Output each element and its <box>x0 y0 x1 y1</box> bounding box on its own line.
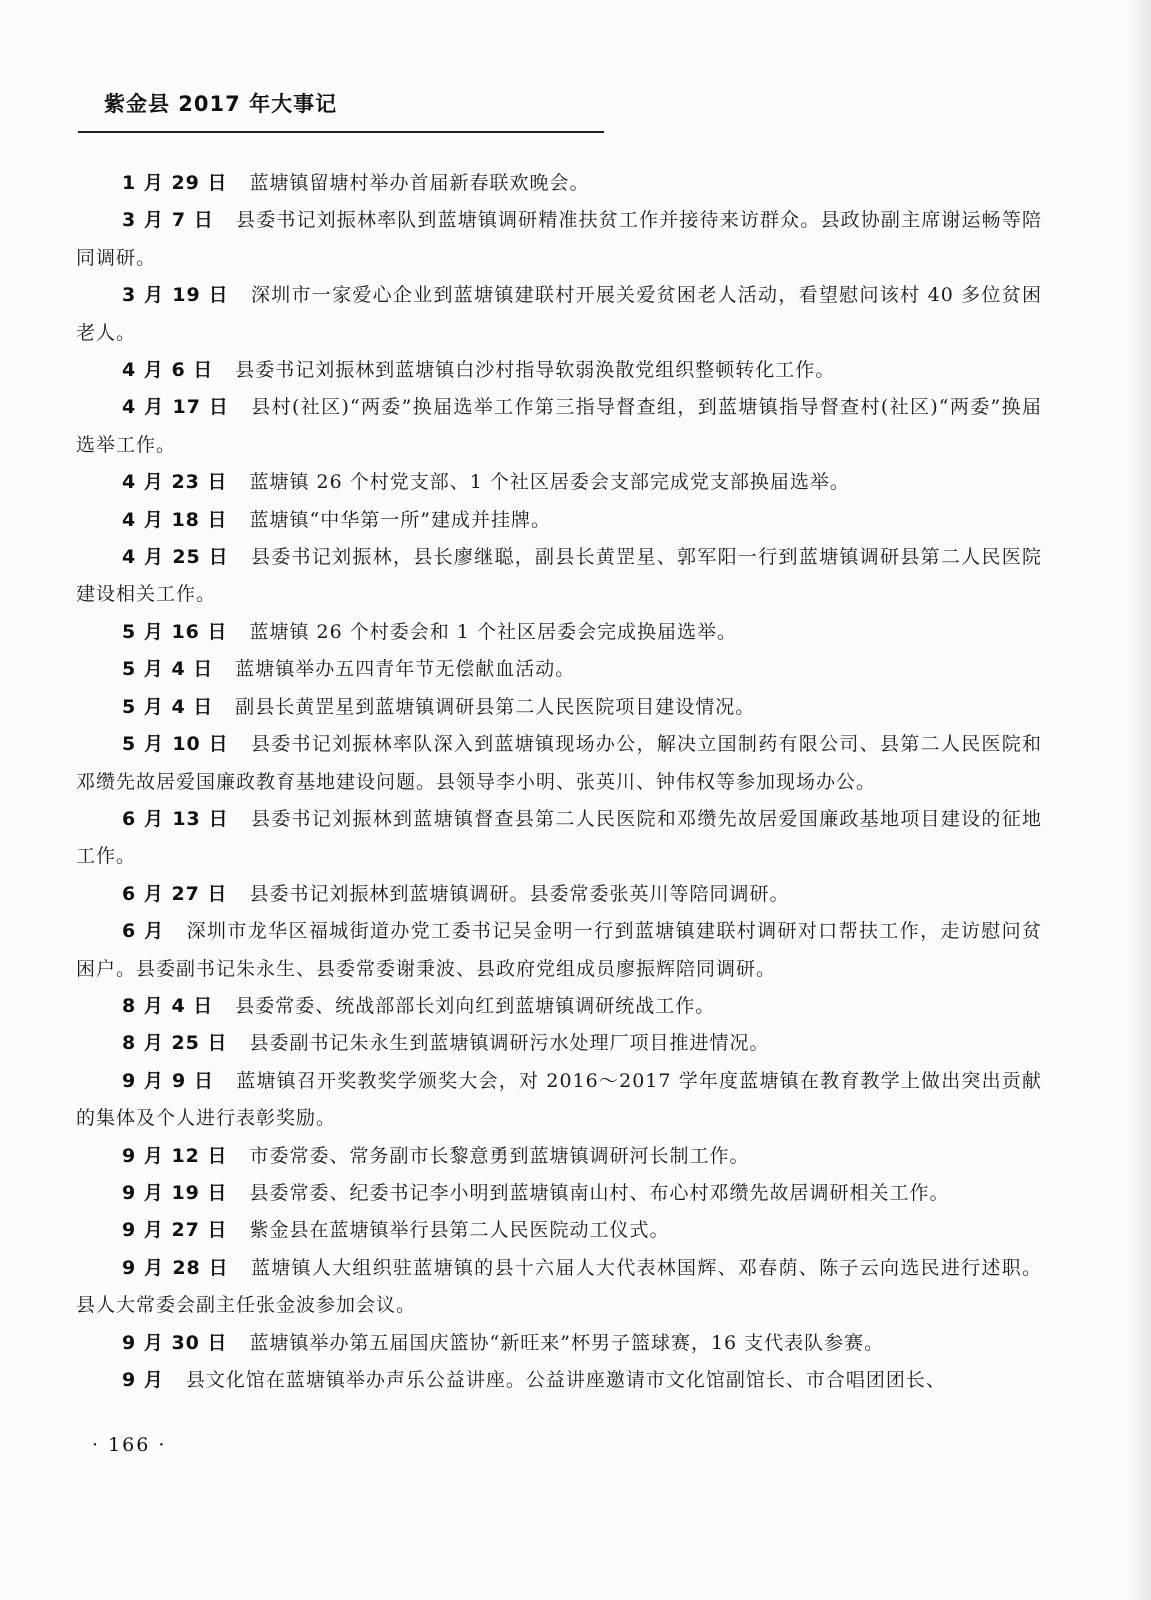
entry-text: 县委书记刘振林率队深入到蓝塘镇现场办公，解决立国制药有限公司、县第二人民医院和邓缵先故居爱国廉政教育基地建设问题。县领导李小明、张英川、钟伟权等参加现场办公。 <box>76 733 1042 793</box>
entry-text: 蓝塘镇 26 个村委会和 1 个社区居委会完成换届选举。 <box>249 620 737 643</box>
entry-text: 市委常委、常务副市长黎意勇到蓝塘镇调研河长制工作。 <box>249 1144 750 1167</box>
entry-text: 县文化馆在蓝塘镇举办声乐公益讲座。公益讲座邀请市文化馆副馆长、市合唱团团长、 <box>185 1369 946 1391</box>
entry-date: 4 月 17 日 <box>122 396 230 419</box>
chronicle-entry <box>76 1325 1042 1362</box>
chronicle-entry <box>76 1025 1042 1062</box>
chronicle-entry <box>76 277 1042 352</box>
entry-date: 9 月 <box>122 1369 164 1391</box>
chronicle-entry <box>76 651 1042 688</box>
entry-text: 县委书记刘振林到蓝塘镇调研。县委常委张英川等陪同调研。 <box>249 882 790 905</box>
header-rule <box>78 131 604 133</box>
entry-text: 紫金县在蓝塘镇举行县第二人民医院动工仪式。 <box>249 1219 670 1242</box>
chronicle-entry <box>76 726 1042 801</box>
entry-text: 县村(社区)“两委”换届选举工作第三指导督查组，到蓝塘镇指导督查村(社区)“两委”换届选举工作。 <box>76 396 1042 456</box>
entry-date: 3 月 19 日 <box>122 284 229 307</box>
entry-date: 6 月 27 日 <box>122 882 228 905</box>
entry-date: 9 月 19 日 <box>122 1181 228 1204</box>
entry-date: 5 月 10 日 <box>122 733 229 756</box>
entry-date: 1 月 29 日 <box>122 172 228 194</box>
chronicle-entry <box>76 1362 1042 1399</box>
chronicle-entry <box>76 165 1042 202</box>
entry-date: 8 月 4 日 <box>122 994 214 1017</box>
entry-date: 6 月 13 日 <box>122 807 229 830</box>
chronicle-entry <box>76 389 1042 464</box>
entry-date: 9 月 30 日 <box>122 1331 228 1354</box>
chronicle-entry <box>76 689 1042 726</box>
entry-text: 副县长黄罡星到蓝塘镇调研县第二人民医院项目建设情况。 <box>235 695 756 718</box>
entry-date: 9 月 28 日 <box>122 1256 229 1279</box>
chronicle-entry <box>76 988 1042 1025</box>
entry-text: 县委书记刘振林到蓝塘镇白沙村指导软弱涣散党组织整顿转化工作。 <box>235 359 836 382</box>
entry-text: 蓝塘镇人大组织驻蓝塘镇的县十六届人大代表林国辉、邓春荫、陈子云向选民进行述职。县人大常委会副主任张金波参加会议。 <box>76 1256 1042 1317</box>
entry-text: 蓝塘镇“中华第一所”建成并挂牌。 <box>249 508 551 531</box>
chronicle-entry <box>76 876 1042 913</box>
entry-text: 县委书记刘振林到蓝塘镇督查县第二人民医院和邓缵先故居爱国廉政基地项目建设的征地工作。 <box>76 807 1042 868</box>
entry-date: 5 月 4 日 <box>122 658 214 681</box>
chronicle-entry <box>76 464 1042 501</box>
entry-date: 5 月 4 日 <box>122 695 214 718</box>
entry-text: 蓝塘镇举办第五届国庆篮协“新旺来”杯男子篮球赛，16 支代表队参赛。 <box>249 1331 885 1354</box>
entry-date: 6 月 <box>122 920 165 943</box>
entry-text: 蓝塘镇 26 个村党支部、1 个社区居委会支部完成党支部换届选举。 <box>249 471 850 494</box>
entry-text: 县委书记刘振林率队到蓝塘镇调研精准扶贫工作并接待来访群众。县政协副主席谢运畅等陪同调研。 <box>76 209 1042 269</box>
chronicle-entries <box>76 165 1042 1399</box>
chronicle-entry <box>76 1250 1042 1325</box>
entry-date: 4 月 23 日 <box>122 471 228 494</box>
chronicle-entry <box>76 502 1042 539</box>
entry-text: 县委常委、统战部部长刘向红到蓝塘镇调研统战工作。 <box>235 994 716 1017</box>
chronicle-entry <box>76 352 1042 389</box>
page-number: · 166 · <box>92 1434 167 1456</box>
entry-text: 蓝塘镇举办五四青年节无偿献血活动。 <box>235 658 576 681</box>
entry-text: 蓝塘镇召开奖教奖学颁奖大会，对 2016～2017 学年度蓝塘镇在教育教学上做出突出贡献的集体及个人进行表彰奖励。 <box>76 1069 1042 1130</box>
page-edge-shadow <box>1129 0 1151 1600</box>
entry-date: 9 月 12 日 <box>122 1144 228 1167</box>
chronicle-entry <box>76 1175 1042 1212</box>
chronicle-entry <box>76 539 1042 614</box>
entry-date: 9 月 27 日 <box>122 1219 228 1242</box>
entry-date: 3 月 7 日 <box>122 209 215 232</box>
entry-date: 4 月 18 日 <box>122 508 228 531</box>
chronicle-entry <box>76 1063 1042 1138</box>
entry-date: 8 月 25 日 <box>122 1032 228 1055</box>
entry-text: 县委副书记朱永生到蓝塘镇调研污水处理厂项目推进情况。 <box>249 1032 770 1055</box>
chronicle-entry <box>76 202 1042 277</box>
entry-date: 9 月 9 日 <box>122 1069 215 1092</box>
entry-text: 县委常委、纪委书记李小明到蓝塘镇南山村、布心村邓缵先故居调研相关工作。 <box>249 1181 950 1204</box>
entry-date: 5 月 16 日 <box>122 620 228 643</box>
chronicle-entry <box>76 1138 1042 1175</box>
chronicle-entry <box>76 913 1042 988</box>
running-header-title: 紫金县 2017 年大事记 <box>104 92 338 116</box>
entry-text: 深圳市龙华区福城街道办党工委书记吴金明一行到蓝塘镇建联村调研对口帮扶工作，走访慰问贫困户。县委副书记朱永生、县委常委谢秉波、县政府党组成员廖振辉陪同调研。 <box>76 920 1042 980</box>
entry-text: 蓝塘镇留塘村举办首届新春联欢晚会。 <box>249 172 590 194</box>
chronicle-entry <box>76 1212 1042 1249</box>
entry-text: 深圳市一家爱心企业到蓝塘镇建联村开展关爱贫困老人活动，看望慰问该村 40 多位贫困老人。 <box>76 284 1042 344</box>
entry-text: 县委书记刘振林，县长廖继聪，副县长黄罡星、郭军阳一行到蓝塘镇调研县第二人民医院建设相关工作。 <box>76 546 1042 606</box>
entry-date: 4 月 25 日 <box>122 546 229 569</box>
entry-date: 4 月 6 日 <box>122 359 214 382</box>
chronicle-entry <box>76 614 1042 651</box>
chronicle-entry <box>76 801 1042 876</box>
